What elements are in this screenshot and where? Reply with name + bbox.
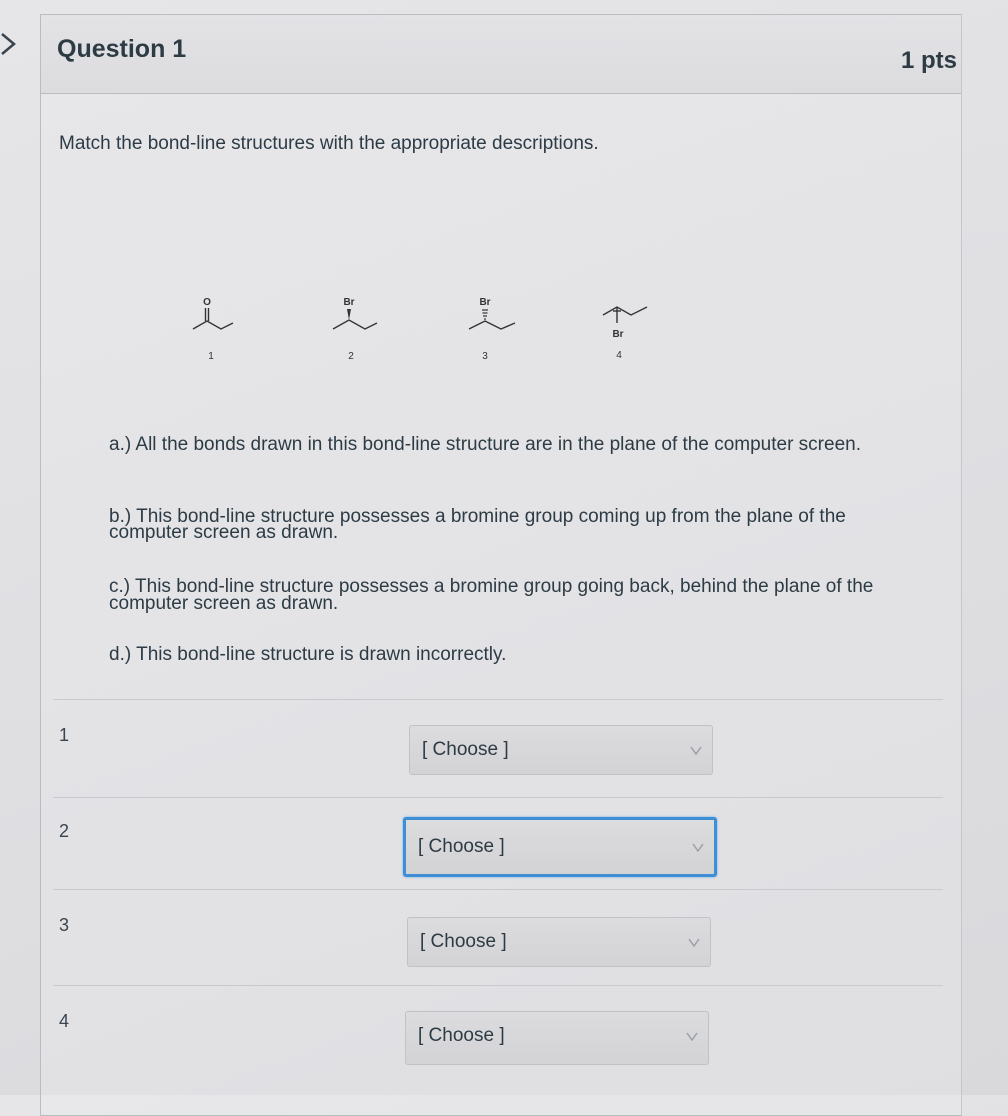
divider [53, 797, 943, 798]
description-d: d.) This bond-line structure is drawn incorrectly. [109, 644, 507, 665]
chevron-right-icon[interactable] [0, 30, 22, 58]
description-b-line2: computer screen as drawn. [109, 522, 339, 543]
chevron-down-icon [690, 744, 702, 756]
divider [53, 985, 943, 986]
match-3-select[interactable] [407, 917, 711, 967]
structure-2-number: 2 [348, 351, 354, 362]
question-title: Question 1 [57, 35, 187, 63]
structure-3-atom: Br [479, 297, 491, 308]
structure-2-atom: Br [343, 297, 355, 308]
structure-3-number: 3 [482, 351, 488, 362]
match-1-select[interactable] [409, 725, 713, 775]
match-row-number: 1 [59, 725, 70, 745]
description-c-line2: computer screen as drawn. [109, 593, 339, 614]
match-row-number: 4 [59, 1011, 70, 1031]
structures-figure [171, 277, 691, 377]
match-2-select[interactable] [403, 817, 717, 877]
structure-4 [603, 307, 647, 361]
description-a: a.) All the bonds drawn in this bond-line structure are in the plane of the computer screen. [109, 434, 861, 455]
select-value: [ Choose ] [418, 1025, 505, 1046]
structure-1-number: 1 [208, 351, 214, 362]
structure-4-number: 4 [616, 350, 622, 361]
question-prompt: Match the bond-line structures with the appropriate descriptions. [59, 133, 599, 154]
divider [53, 889, 943, 890]
structure-4-atom: Br [612, 329, 624, 340]
structure-1 [193, 297, 233, 362]
select-value: [ Choose ] [422, 739, 509, 760]
divider [53, 699, 943, 700]
description-c-line1: c.) This bond-line structure possesses a bromine group going back, behind the plane of the [109, 576, 874, 597]
chevron-down-icon [692, 841, 704, 853]
select-value: [ Choose ] [418, 836, 505, 857]
structure-2 [333, 297, 377, 362]
structure-1-atom: O [203, 297, 211, 308]
match-row-number: 3 [59, 915, 70, 935]
question-card [40, 14, 962, 1116]
chevron-down-icon [686, 1030, 698, 1042]
match-row-number: 2 [59, 821, 70, 841]
description-b-line1: b.) This bond-line structure possesses a bromine group coming up from the plane of the [109, 506, 846, 527]
question-header [41, 15, 961, 94]
question-points: 1 pts [900, 47, 957, 74]
structure-3 [469, 297, 515, 362]
chevron-down-icon [688, 936, 700, 948]
match-4-select[interactable] [405, 1011, 709, 1065]
select-value: [ Choose ] [420, 931, 507, 952]
